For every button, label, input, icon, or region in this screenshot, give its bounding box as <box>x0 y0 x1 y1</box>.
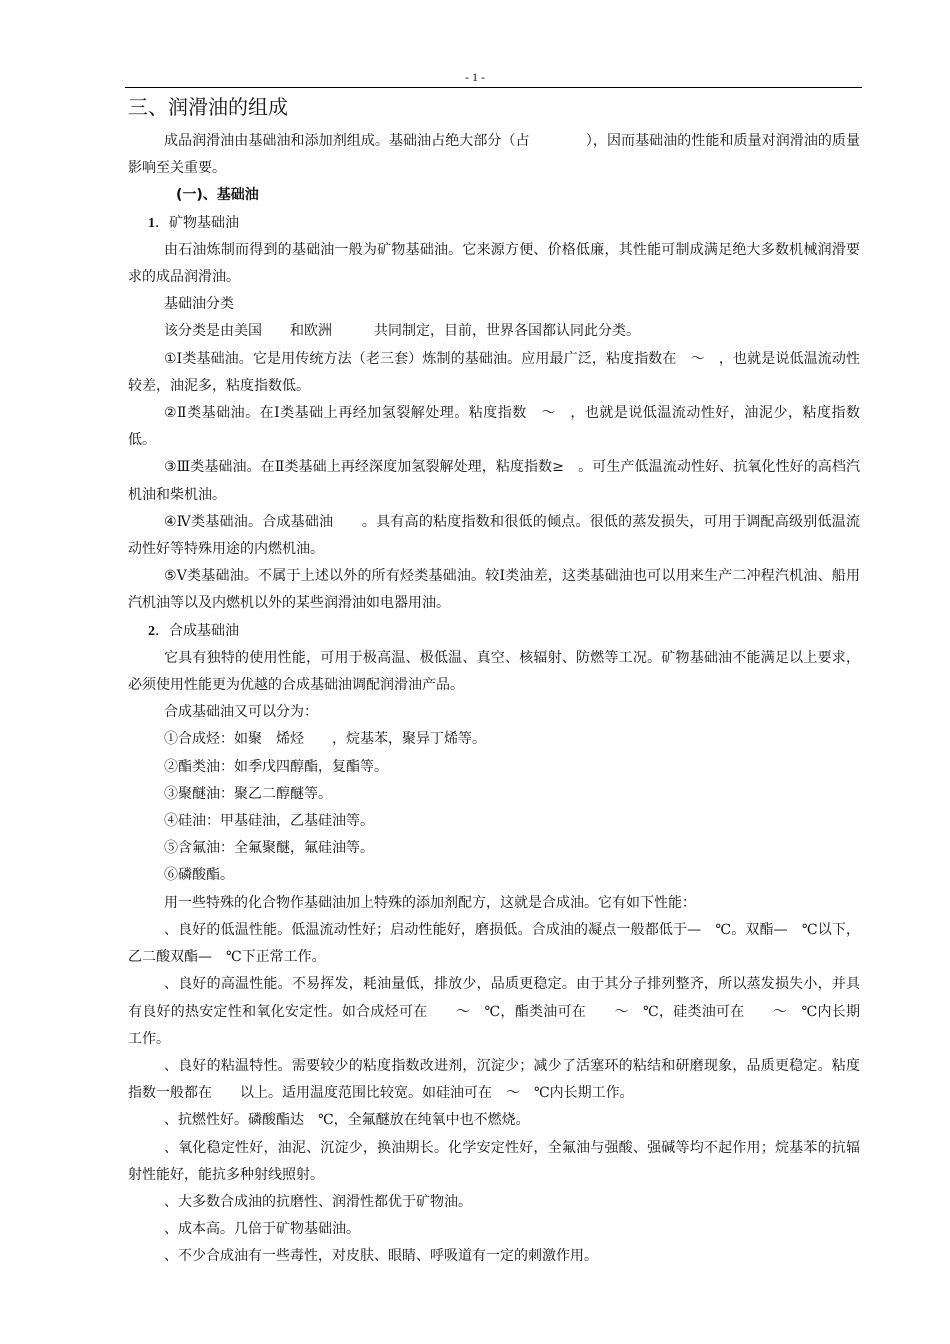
subheading-number: 1 <box>148 215 155 231</box>
subheading-synthetic-oil <box>128 618 860 645</box>
synthetic-type-4: ④硅油：甲基硅油，乙基硅油等。 <box>164 813 374 830</box>
base-oil-type-5: ⑤Ⅴ类基础油。不属于上述以外的所有烃类基础油。较Ⅰ类油差，这类基础油也可以用来生产二冲程汽机油、船用汽机油等以及内燃机以外的某些润滑油如电器用油。 <box>128 568 860 612</box>
synthetic-type-1: ①合成烃：如聚 烯烃 ，烷基苯，聚异丁烯等。 <box>164 731 486 748</box>
intro-paragraph: 成品润滑油由基础油和添加剂组成。基础油占绝大部分（占 ），因而基础油的性能和质量对润滑油的质量影响至关重要。 <box>128 133 860 177</box>
base-oil-type-1: ①Ⅰ类基础油。它是用传统方法（老三套）炼制的基础油。应用最广泛，粘度指数在 ～ ，也就是说低温流动性较差，油泥多，粘度指数低。 <box>128 350 860 394</box>
subheading-mineral-oil <box>128 210 860 237</box>
document-body <box>128 92 860 1271</box>
property-3: 、良好的粘温特性。需要较少的粘度指数改进剂，沉淀少；减少了活塞环的粘结和研磨现象，品质更稳定。粘度指数一般都在 以上。适用温度范围比较宽。如硅油可在 ～ ℃内长期工作。 <box>128 1057 860 1102</box>
synthetic-type-2: ②酯类油：如季戊四醇酯，复酯等。 <box>164 758 388 775</box>
classification-origin: 该分类是由美国 和欧洲 共同制定，目前，世界各国都认同此分类。 <box>164 323 640 340</box>
synthetic-type-5: ⑤含氟油：全氟聚醚，氟硅油等。 <box>164 840 374 857</box>
property-2: 、良好的高温性能。不易挥发，耗油量低，排放少，品质更稳定。由于其分子排列整齐，所以蒸发损失小，并具有良好的热安定性和氧化安定性。如合成烃可在 ～ ℃，酯类油可在 ～ ℃，硅类油可在 ～ ℃内长期工作。 <box>128 976 860 1047</box>
mineral-paragraph: 由石油炼制而得到的基础油一般为矿物基础油。它来源方便、价格低廉，其性能可制成满足绝大多数机械润滑要求的成品润滑油。 <box>128 241 860 286</box>
subheading-label: ．矿物基础油 <box>155 214 239 231</box>
page-title: 三、润滑油的组成 <box>128 95 288 119</box>
classification-heading: 基础油分类 <box>164 296 234 313</box>
base-oil-type-3: ③Ⅲ类基础油。在Ⅱ类基础上再经深度加氢裂解处理，粘度指数≥ 。可生产低温流动性好、抗氧化性好的高档汽机油和柴机油。 <box>128 459 860 503</box>
property-5: 、氧化稳定性好，油泥、沉淀少，换油期长。化学安定性好，全氟油与强酸、强碱等均不起作用；烷基苯的抗辐射性能好，能抗多种射线照射。 <box>128 1139 860 1183</box>
property-6: 、大多数合成油的抗磨性、润滑性都优于矿物油。 <box>164 1193 472 1210</box>
properties-intro: 用一些特殊的化合物作基础油加上特殊的添加剂配方，这就是合成油。它有如下性能： <box>164 894 696 911</box>
section-heading-base-oil: (一)、基础油 <box>176 187 259 204</box>
synthetic-type-3: ③聚醚油：聚乙二醇醚等。 <box>164 785 332 802</box>
property-8: 、不少合成油有一些毒性，对皮肤、眼睛、呼吸道有一定的刺激作用。 <box>164 1248 598 1265</box>
property-7: 、成本高。几倍于矿物基础油。 <box>164 1221 360 1238</box>
page-number: - 1 - <box>465 70 485 84</box>
property-1: 、良好的低温性能。低温流动性好；启动性能好，磨损低。合成油的凝点一般都低于— ℃。双酯— ℃以下，乙二酸双酯— ℃下正常工作。 <box>128 921 860 966</box>
synthetic-type-6: ⑥磷酸酯。 <box>164 867 234 884</box>
base-oil-type-2: ②Ⅱ类基础油。在Ⅰ类基础上再经加氢裂解处理。粘度指数 ～ ，也就是说低温流动性好，油泥少，粘度指数低。 <box>128 405 860 449</box>
synthetic-paragraph: 它具有独特的使用性能，可用于极高温、极低温、真空、核辐射、防燃等工况。矿物基础油不能满足以上要求，必须使用性能更为优越的合成基础油调配润滑油产品。 <box>128 649 860 694</box>
subheading-number: 2 <box>148 623 155 639</box>
subheading-label: ．合成基础油 <box>155 622 239 639</box>
base-oil-type-4: ④Ⅳ类基础油。合成基础油 。具有高的粘度指数和很低的倾点。很低的蒸发损失，可用于调配高级别低温流动性好等特殊用途的内燃机油。 <box>128 513 860 558</box>
header-rule <box>125 87 862 88</box>
synthetic-types-intro: 合成基础油又可以分为： <box>164 704 318 721</box>
property-4: 、抗燃性好。磷酸酯达 ℃，全氟醚放在纯氧中也不燃烧。 <box>164 1112 530 1129</box>
